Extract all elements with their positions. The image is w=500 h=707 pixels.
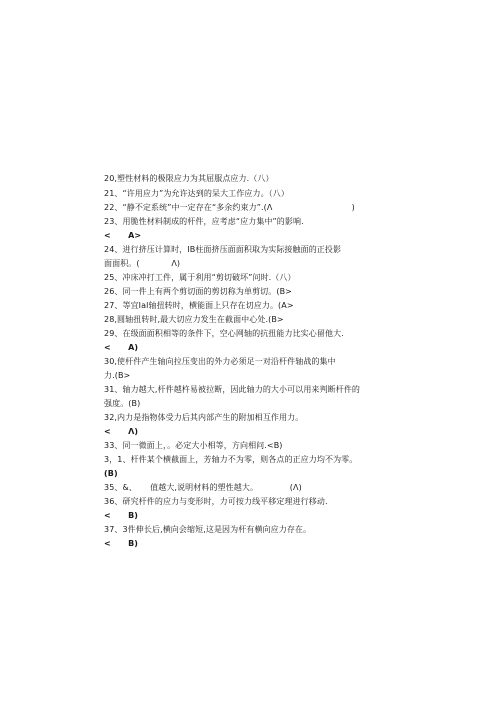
question-30: 30,使杆件产生轴向拉压变出的外力必须足一对沿杆件轴战的集中 <box>104 357 336 366</box>
question-27: 27、等宜Ial轴扭转时，横能面上只存在切应力。(A> <box>104 301 294 310</box>
answer-34: (B) <box>104 469 118 478</box>
question-33: 33、同一微面上，。必定大小相等，方向相问.<B) <box>104 441 283 450</box>
question-26: 26、同一件上有两个剪切面的剪切称为单剪切。(B> <box>104 287 292 296</box>
question-24: 24、进行挤压计算时，IB柱面挤压面面积取为实际接触面的正投影 <box>104 245 342 254</box>
question-22: 22、“静不定系统”中一定存在“多余约束力”.(Λ ) <box>104 203 355 212</box>
question-31-continued: 强度。(B) <box>104 399 141 408</box>
question-37: 37、3件伸长后,横向会缩短,这是因为杆有横向应力存在。 <box>104 525 312 534</box>
question-34: 3，1、杆件某个横截面上，芳轴力不为零，则各点的正应力均不为零。 <box>104 455 358 464</box>
question-24-continued: 面面积。( Λ) <box>104 259 181 268</box>
answer-36: < B) <box>104 511 139 520</box>
question-32: 32,内力是指物体受力后其内部产生的附加相互作用力。 <box>104 413 304 422</box>
question-29: 29、在级面面积相等的条件下，空心网轴的抗扭能力比实心留他大. <box>104 329 344 338</box>
answer-29: < A) <box>104 343 139 352</box>
question-30-continued: 力.(B> <box>104 371 131 380</box>
question-21: 21、“许用应力”为允许达到的呆大工作应力。（八） <box>104 189 289 198</box>
answer-37: < B) <box>104 539 139 548</box>
question-20: 20,塑性材料的极限应力为其屈服点应力.（八） <box>104 174 274 183</box>
answer-23: < A> <box>104 231 142 240</box>
question-35: 35、&、 值越大,说明材料的塑性越大。 (Λ) <box>104 483 302 492</box>
question-25: 25、冲床冲打工件，属于利用“剪切破坏”问时.（八） <box>104 273 296 282</box>
answer-32: < Λ) <box>104 427 139 436</box>
question-23: 23、用脆性材料制成的杆件，应考虑“应力集中”的影响. <box>104 217 304 226</box>
question-28: 28,圆轴扭转时,最大切应力发生在截面中心处.(B> <box>104 315 284 324</box>
question-36: 36、研究杆件的应力与变形时，力可按力线平移定理进行移动. <box>104 497 328 506</box>
question-31: 31、轴力越大,杆件越杵易被拉断，因此轴力的大小可以用来判断杆件的 <box>104 385 361 394</box>
